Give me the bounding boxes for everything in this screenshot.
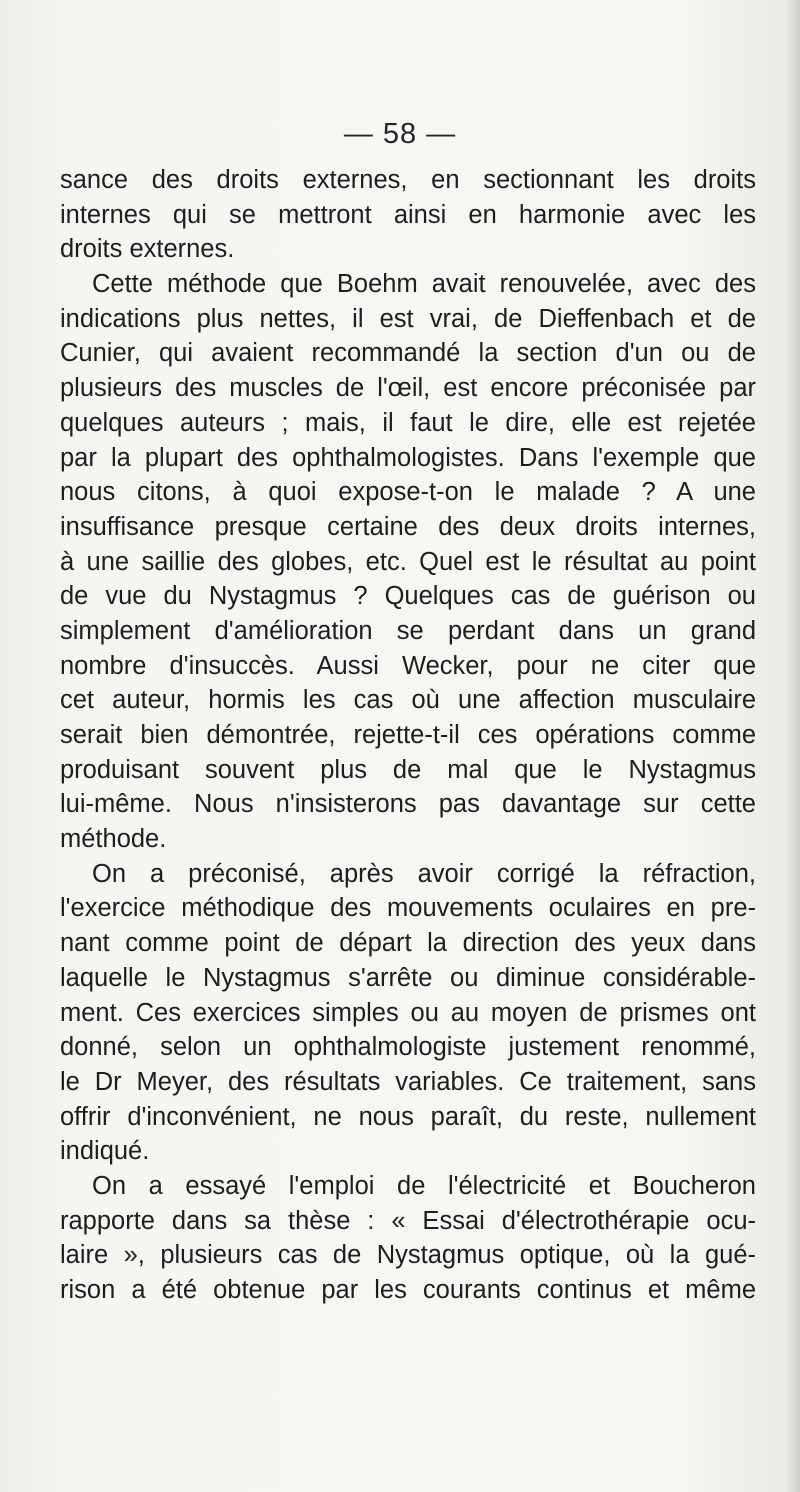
body-text — [60, 163, 756, 1308]
text-line: On a essayé l'emploi de l'électricité et Boucheron — [92, 1171, 756, 1200]
text-line: droits externes. — [60, 235, 235, 264]
text-line: rapporte dans sa thèse : « Essai d'électrothérapie ocu- — [60, 1206, 756, 1235]
text-line: ment. Ces exercices simples ou au moyen de prismes ont — [60, 998, 756, 1027]
text-line: offrir d'inconvénient, ne nous paraît, du reste, nullement — [60, 1102, 756, 1131]
text-line: par la plupart des ophthalmologistes. Dans l'exemple que — [60, 443, 756, 472]
text-line: à une saillie des globes, etc. Quel est le résultat au point — [60, 547, 756, 576]
page-number: — 58 — — [343, 118, 457, 150]
text-line: plusieurs des muscles de l'œil, est encore préconisée par — [60, 374, 756, 403]
text-line: simplement d'amélioration se perdant dans un grand — [60, 616, 756, 645]
text-line: lui-même. Nous n'insisterons pas davantage sur cette — [60, 790, 756, 819]
text-line: indiqué. — [60, 1137, 150, 1166]
text-line: l'exercice méthodique des mouvements oculaires en pre- — [60, 894, 756, 923]
text-line: nous citons, à quoi expose-t-on le malade ? A une — [60, 478, 756, 507]
text-line: internes qui se mettront ainsi en harmonie avec les — [60, 200, 756, 229]
text-line: le Dr Meyer, des résultats variables. Ce traitement, sans — [60, 1067, 756, 1096]
page-edge-shadow — [786, 0, 800, 1492]
text-line: nant comme point de départ la direction des yeux dans — [60, 929, 756, 958]
text-line: cet auteur, hormis les cas où une affection musculaire — [60, 686, 756, 715]
text-line: Cunier, qui avaient recommandé la section d'un ou de — [60, 339, 756, 368]
text-line: méthode. — [60, 825, 167, 854]
text-line: serait bien démontrée, rejette-t-il ces opérations comme — [60, 721, 756, 749]
text-line: sance des droits externes, en sectionnant les droits — [60, 166, 756, 194]
text-line: laquelle le Nystagmus s'arrête ou diminue considérable- — [60, 963, 756, 992]
text-line: nombre d'insuccès. Aussi Wecker, pour ne citer que — [60, 651, 756, 680]
text-line: produisant souvent plus de mal que le Nystagmus — [60, 755, 756, 784]
text-line: indications plus nettes, il est vrai, de Dieffenbach et de — [60, 304, 756, 333]
text-line: On a préconisé, après avoir corrigé la réfraction, — [92, 859, 756, 888]
text-line: quelques auteurs ; mais, il faut le dire, elle est rejetée — [60, 408, 756, 437]
text-line: rison a été obtenue par les courants continus et même — [60, 1276, 756, 1304]
text-line: de vue du Nystagmus ? Quelques cas de guérison ou — [60, 582, 756, 611]
text-line: Cette méthode que Boehm avait renouvelée, avec des — [92, 270, 756, 299]
text-line: donné, selon un ophthalmologiste justement renommé, — [60, 1033, 756, 1062]
text-line: insuffisance presque certaine des deux droits internes, — [60, 512, 756, 541]
text-line: laire », plusieurs cas de Nystagmus optique, où la gué- — [60, 1241, 756, 1270]
